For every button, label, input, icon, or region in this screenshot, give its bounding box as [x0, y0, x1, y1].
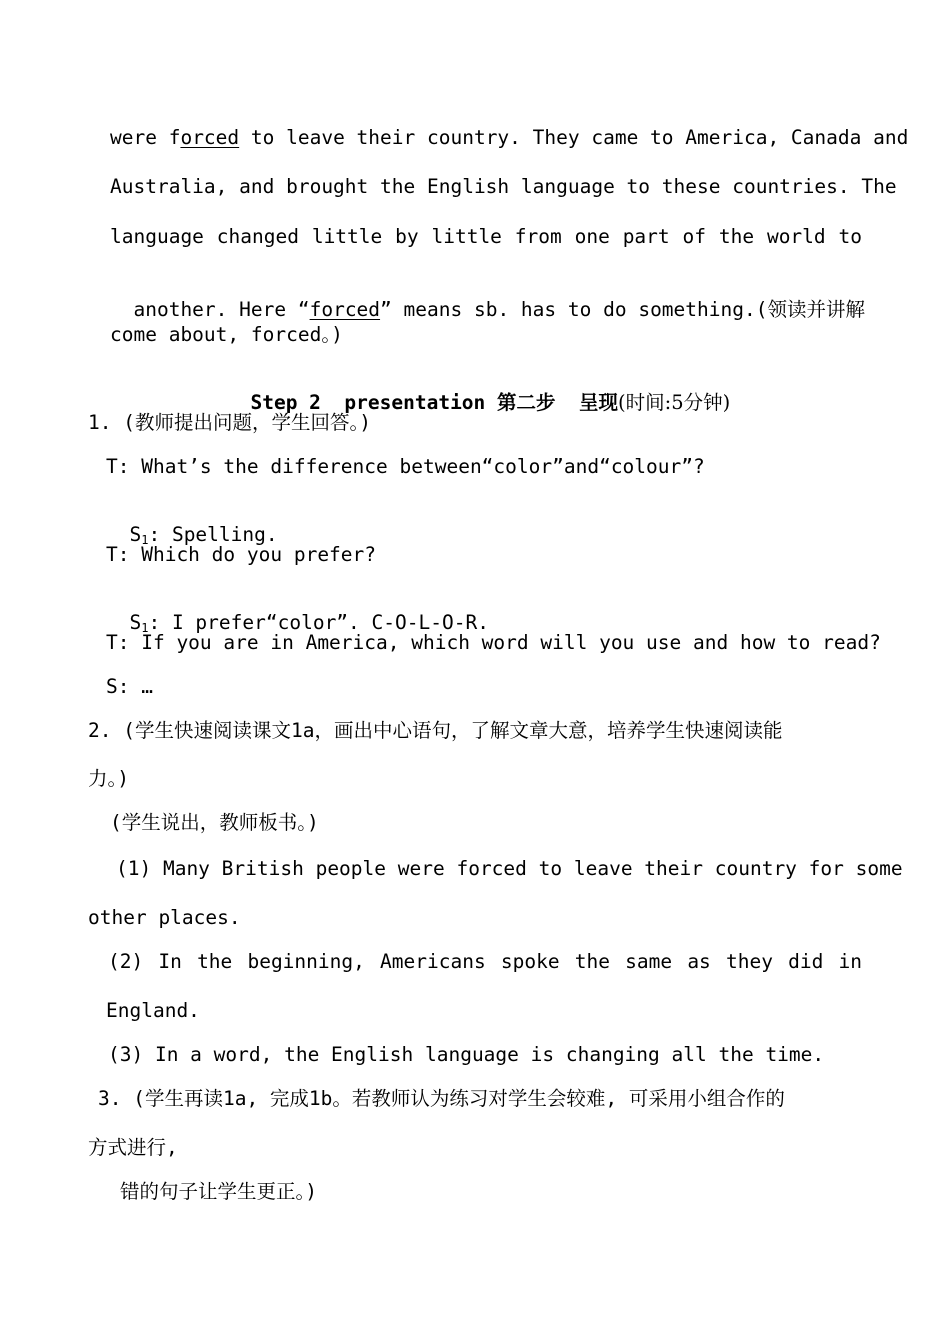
item2-heading-line-2: 力。): [88, 767, 129, 790]
item2-subnote: (学生说出，教师板书。): [110, 811, 319, 834]
dialog-t3: T: If you are in America, which word will you use and how to read?: [106, 631, 881, 654]
forced-quoted-underlined: forced: [309, 298, 381, 321]
item3-heading-line-1: 3. (学生再读1a, 完成1b。若教师认为练习对学生会较难, 可采用小组合作的: [98, 1087, 785, 1110]
step2-time: (时间:5分钟): [618, 391, 731, 414]
intro-line-4: another. Here “forced” means sb. has to do something.(领读并讲解: [133, 298, 865, 321]
intro-line-3: language changed little by little from one part of the world to: [110, 225, 862, 248]
dialog-t1: T: What’s the difference between“color”and“colour”?: [106, 455, 705, 478]
step2-heading: [227, 367, 731, 414]
item3-heading-line-2: 方式进行,: [88, 1136, 178, 1159]
point-2-line-2: England.: [106, 999, 200, 1022]
intro-line-2: Australia, and brought the English language to these countries. The: [110, 175, 897, 198]
dialog-s1: $S_1$: Spelling.: [129, 523, 278, 547]
step2-title: Step 2 presentation 第二步 呈现: [250, 391, 619, 414]
dialog-s2: $S_1$: I prefer“color”. C-O-L-O-R.: [129, 611, 489, 635]
intro-line-1: [110, 126, 909, 150]
forced-underlined: orced: [180, 126, 240, 149]
item1-heading: 1. (教师提出问题，学生回答。): [88, 411, 371, 434]
point-1-line-2: other places.: [88, 906, 241, 929]
intro-line-1-text: were forced to leave their country. They came to America, Canada and: [110, 126, 909, 149]
point-2-line-1: (2) In the beginning, Americans spoke the same as they did in: [108, 950, 862, 973]
dialog-t2: T: Which do you prefer?: [106, 543, 377, 566]
item3-heading-line-3: 错的句子让学生更正。): [120, 1180, 317, 1203]
intro-line-5: come about, forced。): [110, 323, 343, 346]
point-3: (3) In a word, the English language is changing all the time.: [108, 1043, 825, 1066]
point-1-line-1: (1) Many British people were forced to leave their country for some: [116, 857, 903, 880]
item2-heading-line-1: 2. (学生快速阅读课文1a，画出中心语句，了解文章大意，培养学生快速阅读能: [88, 719, 783, 742]
dialog-s3: S: …: [106, 675, 153, 698]
